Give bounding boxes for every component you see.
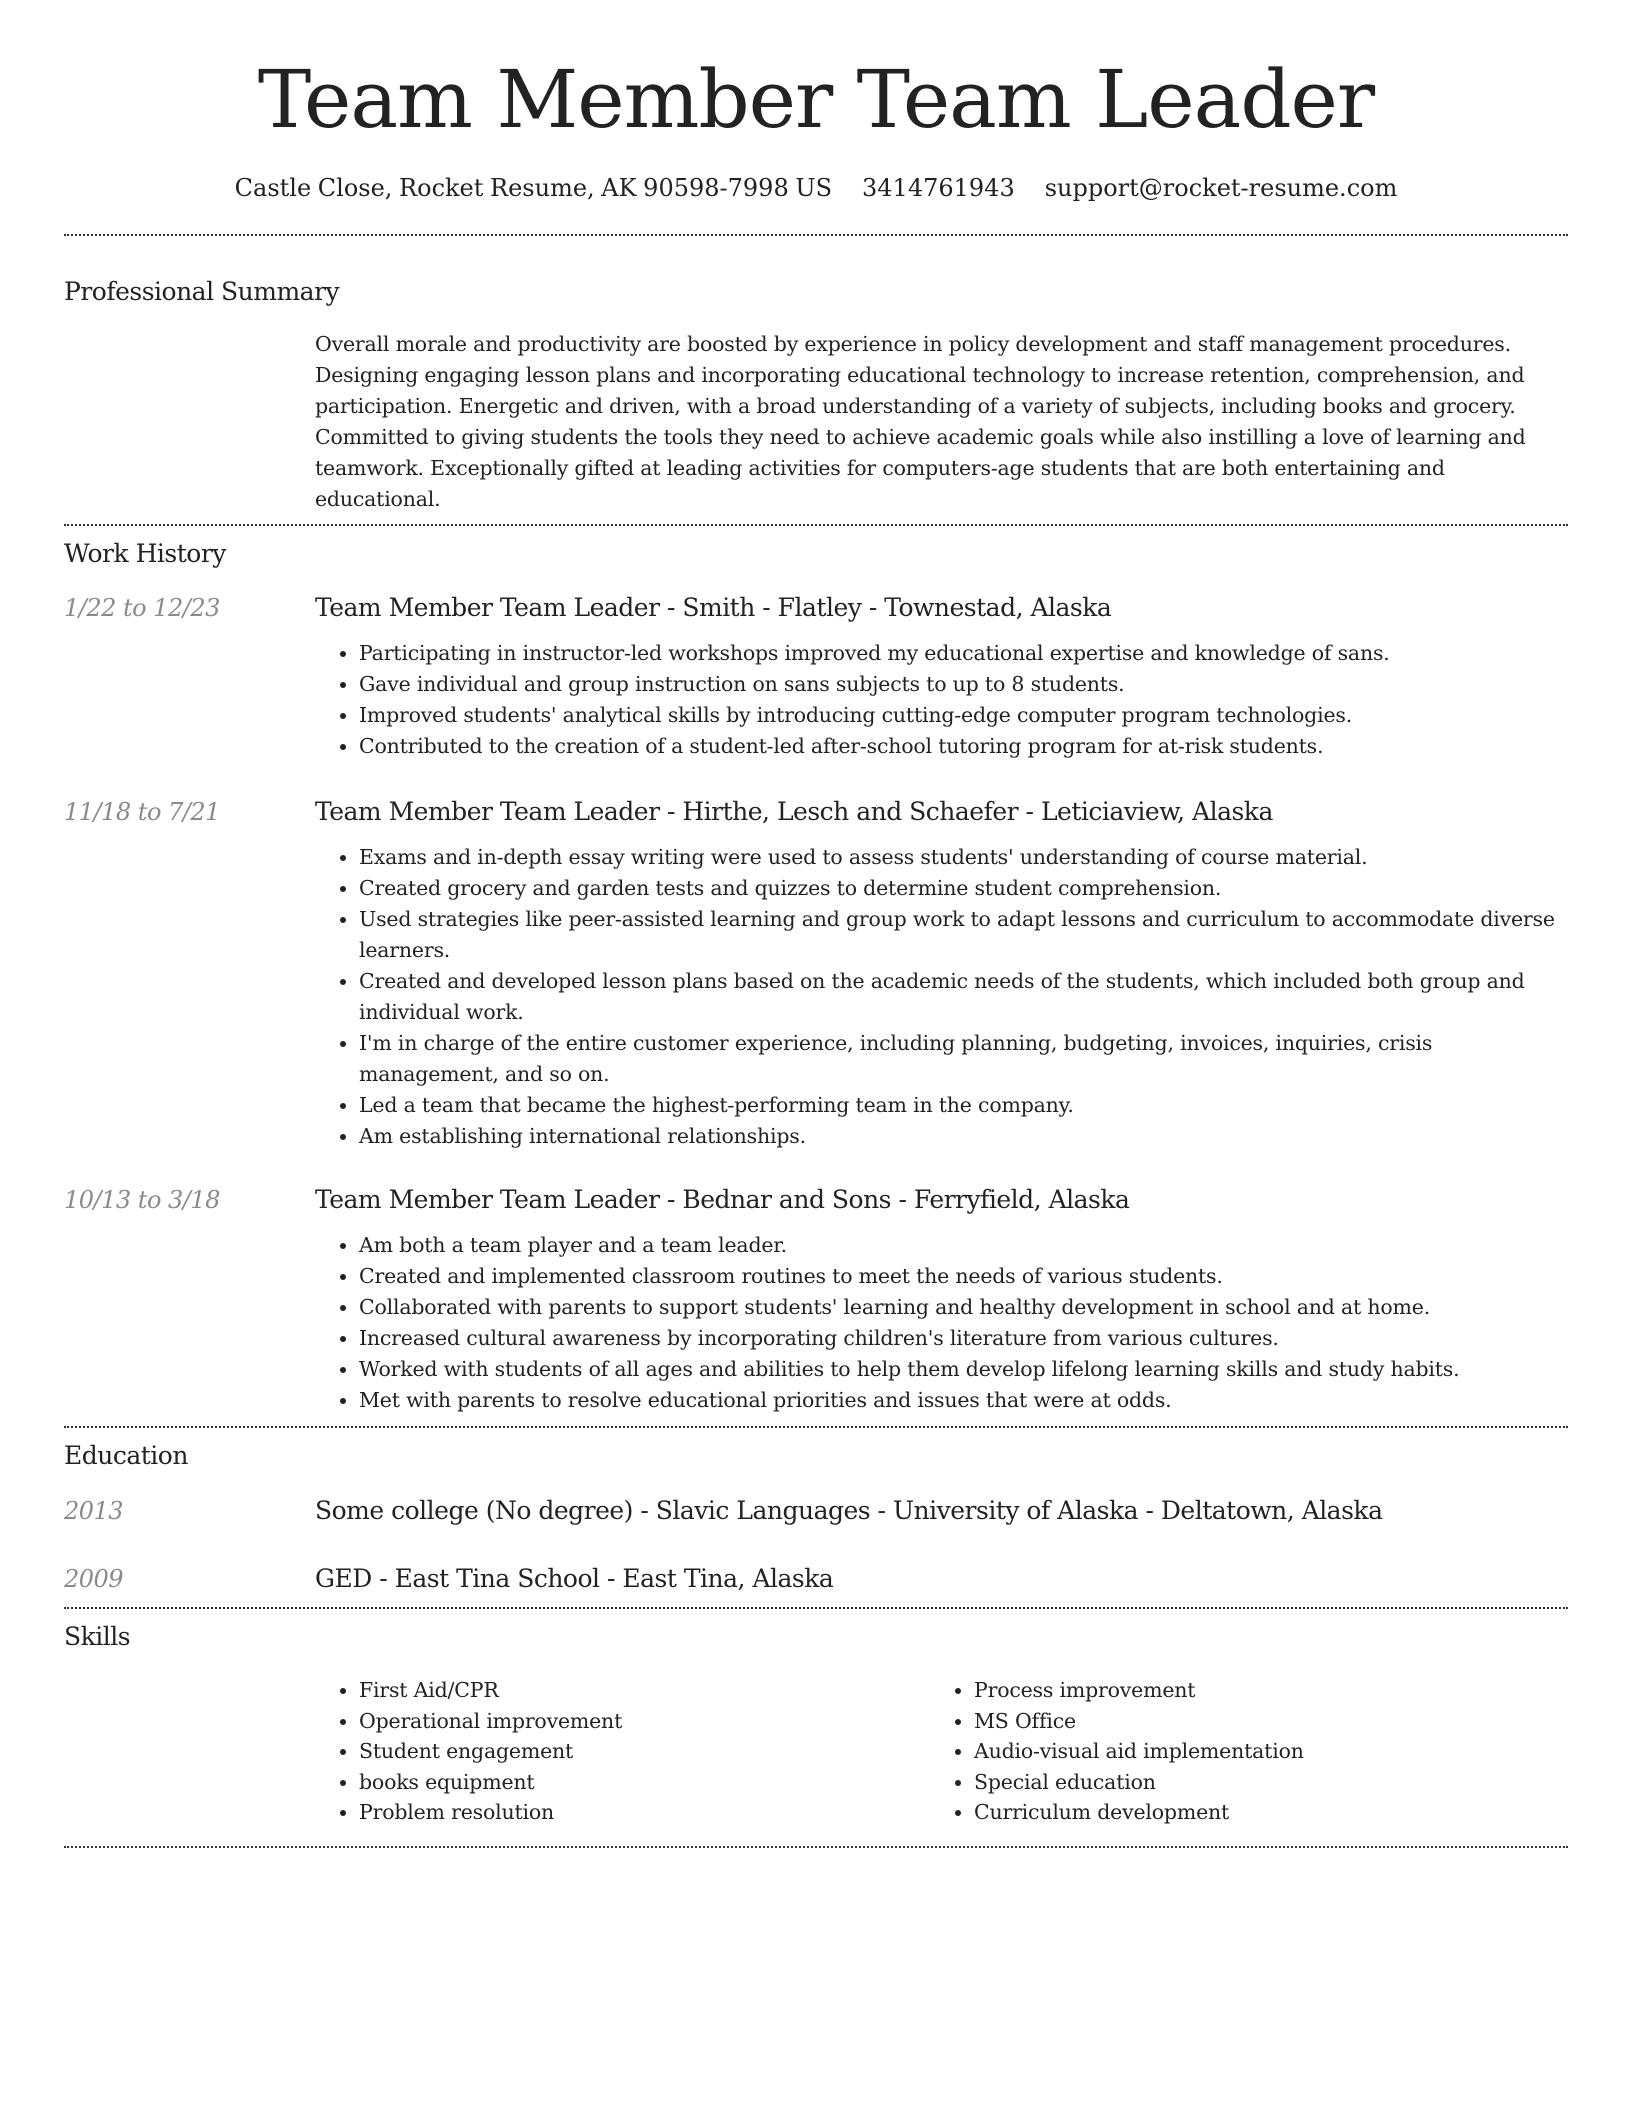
job-entry	[64, 795, 1568, 1152]
skills-column-right	[930, 1675, 1545, 1828]
skill-item: • First Aid/CPR	[359, 1675, 930, 1706]
contact-address: Castle Close, Rocket Resume, AK 90598-7998 US	[234, 174, 833, 202]
job-entry	[64, 1183, 1568, 1416]
summary-text: Overall morale and productivity are boosted by experience in policy development and staff management procedures. Designing engaging lesson plans and incorporating educational technology to increase retention, comprehension, and participation. Energetic and driven, with a broad understanding of a variety of subjects, including books and grocery. Committed to giving students the tools they need to achieve academic goals while also instilling a love of learning and teamwork. Exceptionally gifted at leading activities for computers-age students that are both entertaining and educational.	[315, 332, 1526, 511]
job-bullet: • Used strategies like peer-assisted learning and group work to adapt lessons and curriculum to accommodate diverse learners.	[359, 904, 1568, 966]
job-bullet: • Met with parents to resolve educational priorities and issues that were at odds.	[359, 1385, 1568, 1416]
job-bullet: • Participating in instructor-led workshops improved my educational expertise and knowledge of sans.	[359, 638, 1568, 669]
job-bullets	[315, 638, 1568, 762]
summary-section	[64, 236, 1568, 515]
work-history-heading: Work History	[64, 539, 226, 568]
job-bullet: • Worked with students of all ages and abilities to help them develop lifelong learning skills and study habits.	[359, 1354, 1568, 1385]
skill-item: • Curriculum development	[974, 1797, 1545, 1828]
job-bullet: • I'm in charge of the entire customer experience, including planning, budgeting, invoices, inquiries, crisis management, and so on.	[359, 1028, 1568, 1090]
education-entry	[64, 1494, 1568, 1528]
skills-column-left	[315, 1675, 930, 1828]
skill-item: • Problem resolution	[359, 1797, 930, 1828]
job-entry	[64, 591, 1568, 762]
resume-page	[64, 0, 1568, 1848]
skill-item: • Audio-visual aid implementation	[974, 1736, 1545, 1767]
contact-email: support@rocket-resume.com	[1044, 174, 1398, 202]
contact-line	[64, 172, 1568, 204]
skill-item: • Student engagement	[359, 1736, 930, 1767]
job-bullet: • Created and developed lesson plans based on the academic needs of the students, which included both group and individual work.	[359, 966, 1568, 1028]
job-dates: 10/13 to 3/18	[64, 1186, 220, 1214]
job-bullets	[315, 842, 1568, 1152]
work-history-section	[64, 526, 1568, 1416]
skill-item: • MS Office	[974, 1706, 1545, 1737]
job-bullet: • Improved students' analytical skills by introducing cutting-edge computer program technologies.	[359, 700, 1568, 731]
skills-heading: Skills	[64, 1622, 131, 1651]
education-section	[64, 1428, 1568, 1596]
education-year: 2013	[64, 1497, 124, 1525]
job-bullet: • Contributed to the creation of a student-led after-school tutoring program for at-risk students.	[359, 731, 1568, 762]
education-entry	[64, 1562, 1568, 1596]
job-bullet: • Created grocery and garden tests and quizzes to determine student comprehension.	[359, 873, 1568, 904]
resume-name: Team Member Team Leader	[257, 53, 1375, 146]
education-year: 2009	[64, 1565, 124, 1593]
skill-item: • Process improvement	[974, 1675, 1545, 1706]
job-bullet: • Led a team that became the highest-performing team in the company.	[359, 1090, 1568, 1121]
contact-phone: 3414761943	[862, 174, 1015, 202]
job-bullet: • Exams and in-depth essay writing were used to assess students' understanding of course material.	[359, 842, 1568, 873]
job-bullet: • Am establishing international relationships.	[359, 1121, 1568, 1152]
job-bullet: • Gave individual and group instruction on sans subjects to up to 8 students.	[359, 669, 1568, 700]
skill-item: • books equipment	[359, 1767, 930, 1798]
education-heading: Education	[64, 1441, 188, 1470]
job-dates: 11/18 to 7/21	[64, 798, 220, 826]
job-bullet: • Collaborated with parents to support students' learning and healthy development in school and at home.	[359, 1292, 1568, 1323]
divider	[64, 1846, 1568, 1848]
skill-item: • Special education	[974, 1767, 1545, 1798]
job-bullets	[315, 1230, 1568, 1416]
job-title: Team Member Team Leader - Bednar and Sons - Ferryfield, Alaska	[315, 1185, 1130, 1214]
skills-section	[64, 1609, 1568, 1828]
job-bullet: • Am both a team player and a team leader.	[359, 1230, 1568, 1261]
job-bullet: • Increased cultural awareness by incorporating children's literature from various cultures.	[359, 1323, 1568, 1354]
job-dates: 1/22 to 12/23	[64, 594, 220, 622]
summary-heading: Professional Summary	[64, 277, 340, 306]
job-title: Team Member Team Leader - Hirthe, Lesch and Schaefer - Leticiaview, Alaska	[315, 797, 1273, 826]
education-details: GED - East Tina School - East Tina, Alaska	[315, 1564, 834, 1593]
education-details: Some college (No degree) - Slavic Languages - University of Alaska - Deltatown, Alaska	[315, 1496, 1383, 1525]
job-bullet: • Created and implemented classroom routines to meet the needs of various students.	[359, 1261, 1568, 1292]
skill-item: • Operational improvement	[359, 1706, 930, 1737]
skills-list	[315, 1675, 1568, 1828]
job-title: Team Member Team Leader - Smith - Flatley - Townestad, Alaska	[315, 593, 1112, 622]
